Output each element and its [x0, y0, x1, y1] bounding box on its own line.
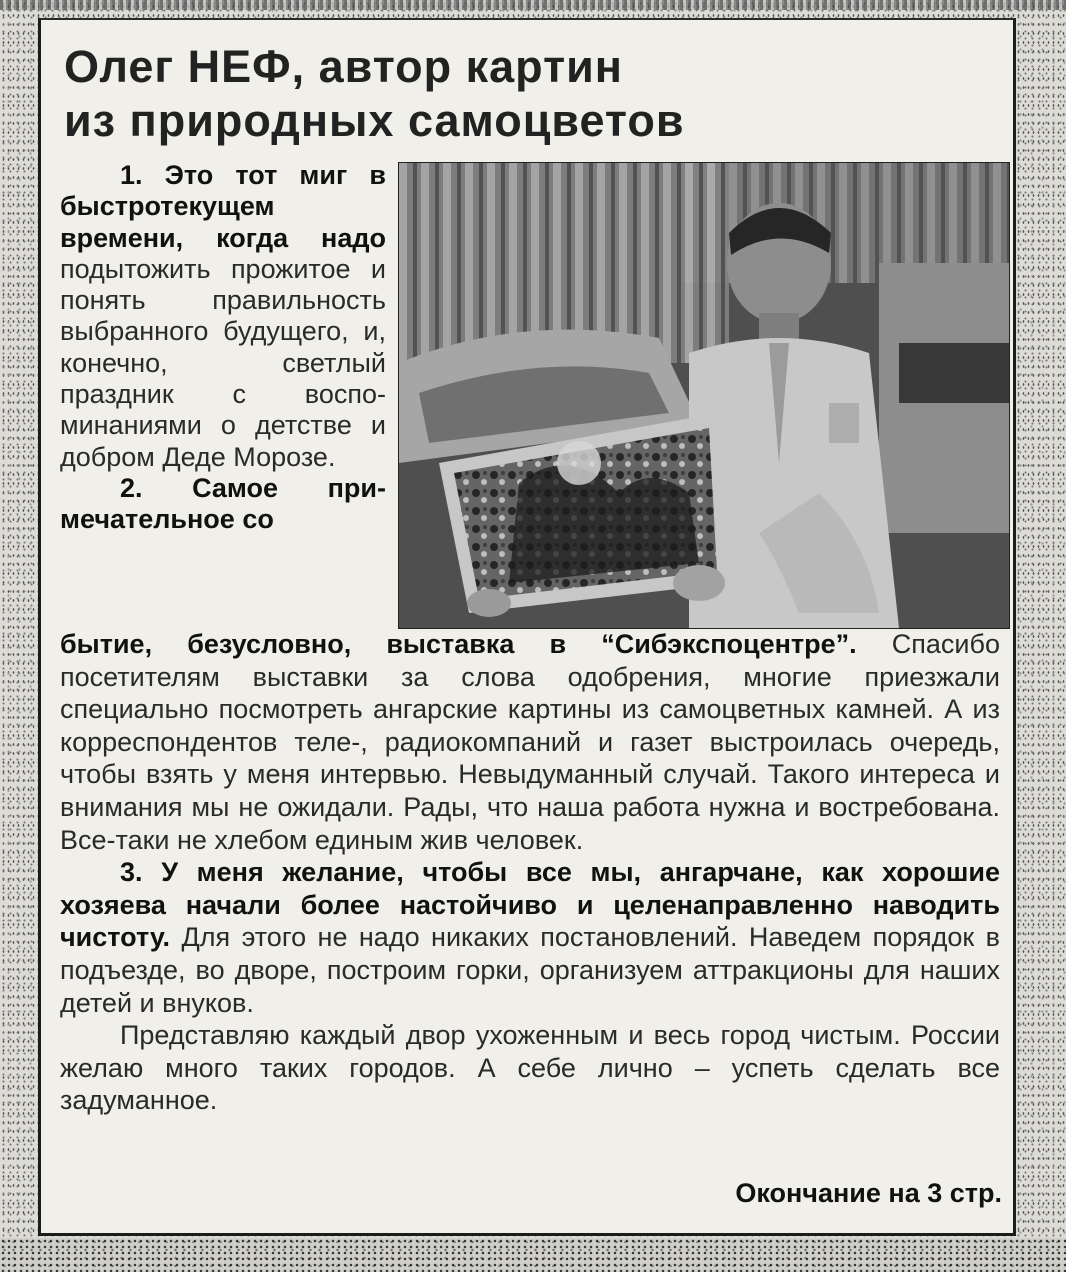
bottom-scan-edge	[0, 1238, 1066, 1272]
article-photo	[398, 162, 1010, 629]
answer-2-lead-column: 2. Самое примечательное со	[60, 472, 386, 535]
answer-2-text: Спасибо посетителям выставки за слова одобрения, многие приезжали специально посмотреть ангарские картины из самоцветных камней. А из корреспондентов теле-, радиокомпаний и газет выстроилась очередь, чтобы взять у меня интервью. Невыдуманный случай. Такого интереса и внимания мы не ожидали. Рады, что наша работа нужна и востребована. Все-таки не хлебом единым жив человек.	[60, 629, 1000, 855]
top-scan-edge	[0, 0, 1066, 10]
paragraph-4: Представляю каждый двор ухоженным и весь город чистым. России желаю много таких городов. А себе лично – успеть сделать все задуманное.	[60, 1020, 1000, 1116]
answer-3	[60, 856, 1000, 1019]
answer-2-continued	[60, 628, 1000, 856]
answer-1-text: подытожить прожитое и понять правильность выбранного будущего, и, конечно, светлый праздник с воспоминаниями о детстве и добром Деде Морозе.	[60, 253, 386, 472]
left-column	[60, 160, 386, 536]
answer-2-start	[60, 473, 386, 536]
article-headline	[64, 40, 824, 148]
full-width-text	[60, 628, 1000, 1117]
answer-1	[60, 160, 386, 473]
headline-line-1: Олег НЕФ, автор картин	[64, 41, 623, 92]
answer-2-lead-full: бытие, безусловно, выставка в “Сибэкспоцентре”.	[60, 629, 857, 659]
continuation-note: Окончание на 3 стр.	[735, 1178, 1002, 1208]
headline-line-2: из природных самоцветов	[64, 95, 685, 146]
answer-3-text: Для этого не надо никаких постановлений. Наведем порядок в подъезде, во дворе, построим горки, организуем аттракционы для наших детей и внуков.	[60, 922, 1000, 1018]
answer-1-lead: 1. Это тот миг в быстротекущем времени, когда надо	[60, 160, 386, 253]
photo-illustration	[399, 163, 1009, 628]
answer-3-lead: 3. У меня желание, чтобы все мы, ангарчане, как хорошие хозяева начали более настойчиво и целенаправленно наводить чистоту.	[60, 857, 1000, 953]
